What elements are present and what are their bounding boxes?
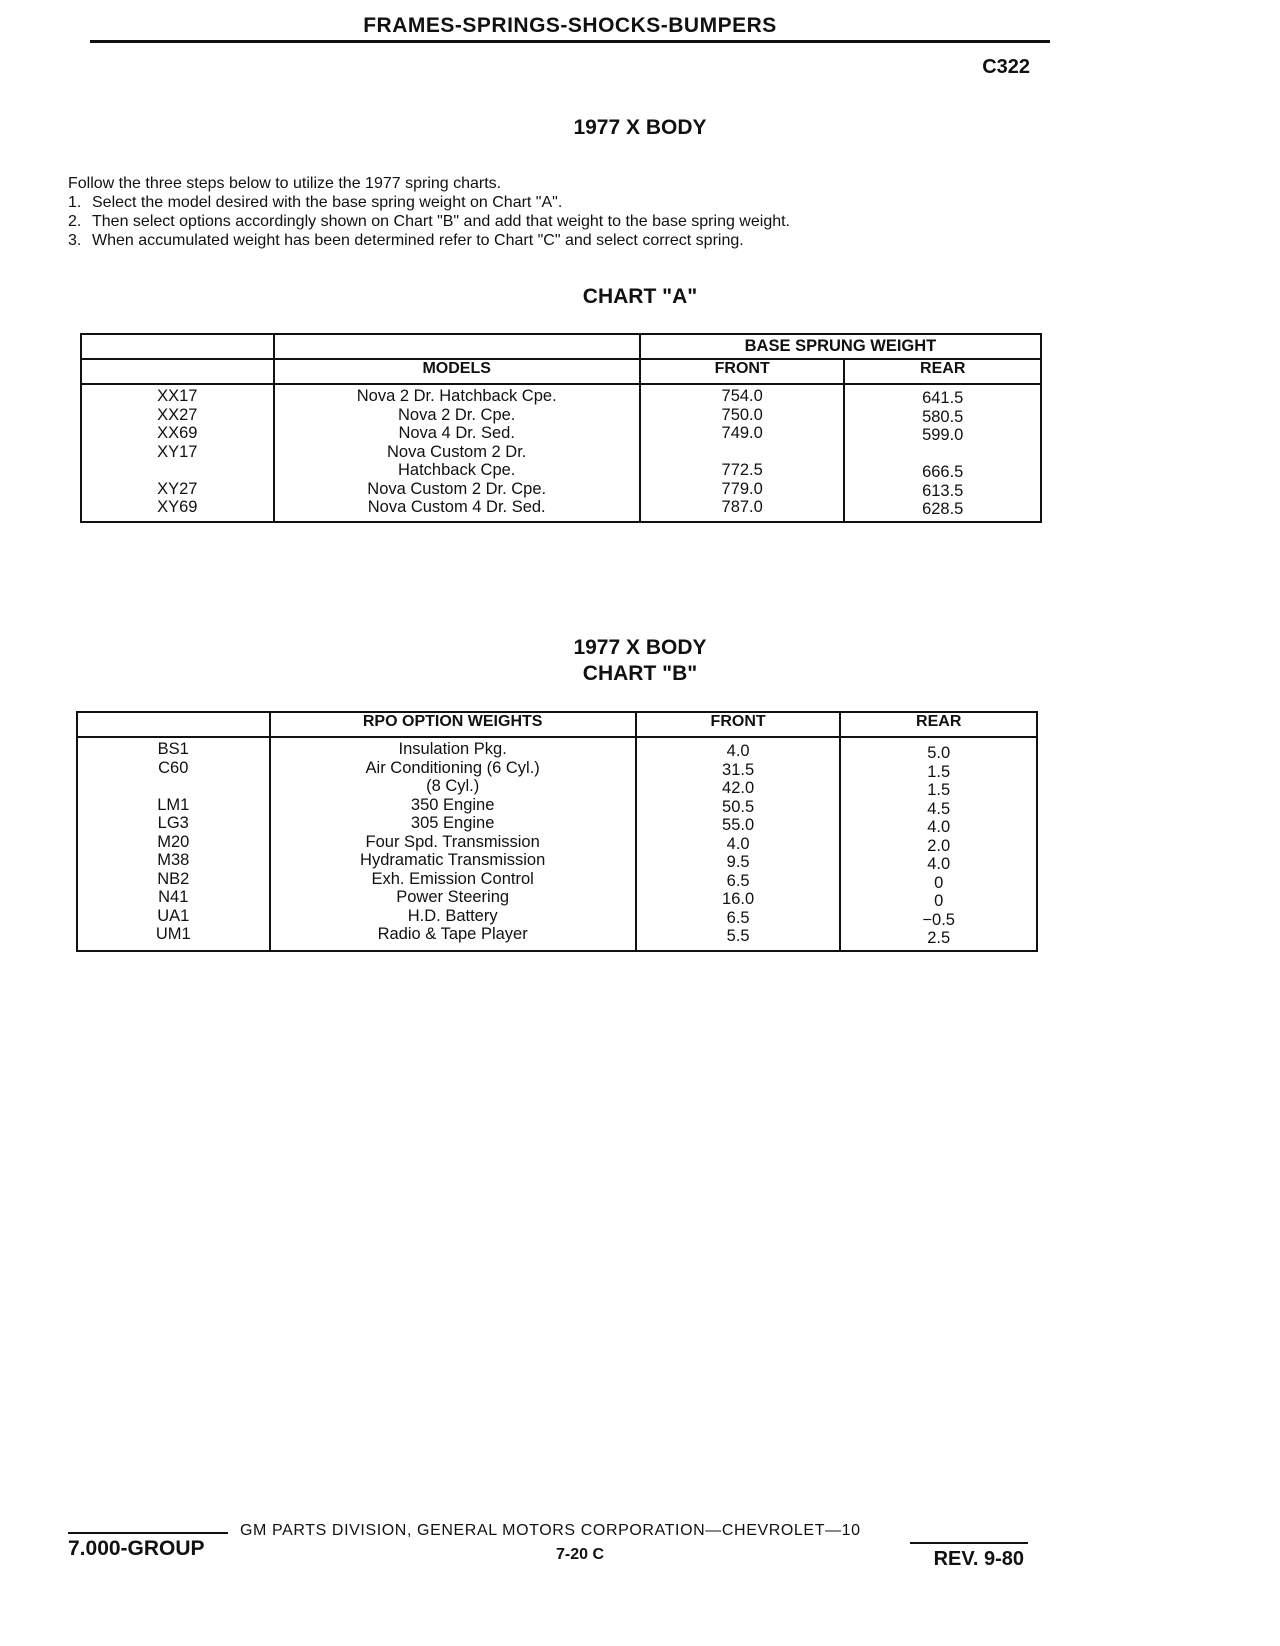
option-name: Hydramatic Transmission (360, 851, 546, 869)
rpo-code: M20 (157, 832, 190, 851)
step-item (68, 193, 790, 212)
rpo-code-column (77, 737, 270, 951)
page-number: 7-20 C (555, 1546, 605, 1563)
rear-weight: 0 (934, 873, 944, 892)
model-code: XY17 (157, 442, 198, 461)
front-weight: 6.5 (726, 908, 750, 927)
front-weight-column (636, 737, 841, 951)
option-name: 350 Engine (410, 795, 495, 814)
rear-weight: 2.0 (927, 836, 951, 855)
rear-weight: 628.5 (922, 500, 964, 518)
option-name: Radio & Tape Player (377, 925, 528, 943)
model-code: XX27 (157, 405, 198, 424)
option-name: 305 Engine (410, 814, 495, 832)
rpo-code: NB2 (157, 869, 190, 888)
front-header: FRONT (636, 712, 841, 737)
model-code (82, 461, 273, 480)
front-weight: 750.0 (721, 405, 763, 424)
rear-weight: 1.5 (927, 781, 951, 799)
models-header: MODELS (274, 359, 640, 384)
front-weight-column (640, 384, 845, 522)
front-weight (641, 443, 844, 462)
rear-weight: −0.5 (922, 910, 955, 929)
rear-weight-column (840, 737, 1037, 951)
chart-b-header-row (77, 712, 1037, 737)
option-name: H.D. Battery (407, 906, 498, 925)
front-weight: 55.0 (722, 816, 755, 834)
option-name: Exh. Emission Control (371, 869, 534, 888)
rpo-code: BS1 (157, 740, 189, 758)
option-name: Four Spd. Transmission (365, 832, 540, 851)
front-weight: 779.0 (721, 479, 763, 498)
option-name: (8 Cyl.) (426, 777, 480, 795)
step-text: Then select options accordingly shown on Chart "B" and add that weight to the base spring weight. (92, 213, 790, 230)
rear-weight: 4.0 (927, 818, 951, 836)
page-code: C322 (982, 56, 1030, 78)
front-header: FRONT (640, 359, 845, 384)
rear-weight: 641.5 (922, 389, 964, 407)
step-item (68, 212, 790, 231)
chart-b-body (77, 737, 1037, 951)
instructions (68, 174, 790, 250)
front-weight: 772.5 (721, 461, 763, 479)
rear-weight: 0 (934, 892, 944, 910)
revision-label: REV. 9-80 (933, 1548, 1024, 1570)
step-item (68, 231, 790, 250)
model-name-column (274, 384, 640, 522)
model-name: Nova Custom 2 Dr. Cpe. (367, 479, 547, 498)
model-code: XY69 (157, 498, 198, 516)
rpo-code: LG3 (157, 814, 189, 832)
group-label: 7.000-GROUP (68, 1537, 205, 1560)
publisher-line: GM PARTS DIVISION, GENERAL MOTORS CORPORATION—CHEVROLET—10 (240, 1522, 861, 1539)
front-weight: 749.0 (721, 424, 763, 442)
rear-weight: 5.0 (927, 744, 951, 762)
front-weight: 42.0 (722, 779, 755, 797)
front-weight: 5.5 (726, 927, 750, 945)
step-number: 3. (68, 232, 82, 249)
chart-a-body (81, 384, 1041, 522)
front-weight: 754.0 (721, 387, 763, 405)
steps-list (68, 193, 790, 250)
option-name: Insulation Pkg. (398, 740, 507, 758)
model-name: Nova 2 Dr. Cpe. (398, 405, 516, 424)
front-weight: 4.0 (726, 834, 750, 853)
rear-header: REAR (844, 359, 1041, 384)
chart-b-title-line1: 1977 X BODY (573, 636, 707, 659)
step-number: 1. (68, 194, 82, 211)
model-name: Nova 4 Dr. Sed. (398, 424, 515, 442)
step-text: When accumulated weight has been determined refer to Chart "C" and select correct spring. (92, 232, 744, 249)
rpo-code: N41 (158, 888, 189, 906)
option-name: Air Conditioning (6 Cyl.) (365, 758, 540, 777)
model-code: XX17 (157, 387, 198, 405)
rear-weight (845, 445, 1040, 464)
option-name-column (270, 737, 636, 951)
chart-b-title-line2: CHART "B" (582, 662, 698, 685)
rpo-code: UM1 (155, 925, 191, 943)
front-weight: 6.5 (726, 871, 750, 890)
header-rule (90, 40, 1050, 43)
model-name: Nova Custom 2 Dr. (387, 442, 527, 461)
step-text: Select the model desired with the base spring weight on Chart "A". (92, 194, 563, 211)
front-weight: 16.0 (722, 890, 755, 908)
rear-weight: 2.5 (927, 929, 951, 947)
front-weight: 9.5 (726, 853, 750, 871)
rear-weight: 666.5 (922, 463, 964, 481)
rear-weight: 613.5 (922, 481, 964, 500)
rpo-code: LM1 (157, 795, 190, 814)
running-head: FRAMES-SPRINGS-SHOCKS-BUMPERS (363, 14, 777, 37)
model-code: XX69 (157, 424, 198, 442)
step-number: 2. (68, 213, 82, 230)
base-sprung-weight-header: BASE SPRUNG WEIGHT (640, 334, 1041, 359)
rear-weight: 580.5 (922, 407, 964, 426)
model-code: XY27 (157, 479, 198, 498)
rpo-code (78, 777, 269, 796)
footer-rule-left (68, 1532, 228, 1534)
rpo-code: M38 (157, 851, 190, 869)
model-name: Nova Custom 4 Dr. Sed. (367, 498, 546, 516)
rear-weight-column (844, 384, 1041, 522)
model-name: Hatchback Cpe. (398, 461, 516, 479)
chart-a-title: CHART "A" (582, 285, 698, 308)
rear-weight: 4.5 (927, 799, 951, 818)
model-name: Nova 2 Dr. Hatchback Cpe. (356, 387, 557, 405)
rpo-code: C60 (158, 758, 189, 777)
rpo-option-weights-header: RPO OPTION WEIGHTS (270, 712, 636, 737)
chart-b-table (76, 711, 1038, 952)
front-weight: 787.0 (721, 498, 763, 516)
model-code-column (81, 384, 274, 522)
rpo-code: UA1 (157, 906, 190, 925)
chart-a-group-header-row (81, 334, 1041, 359)
intro-text: Follow the three steps below to utilize the 1977 spring charts. (68, 175, 502, 192)
rear-header: REAR (840, 712, 1037, 737)
rear-weight: 1.5 (927, 762, 951, 781)
chart-a-header-row (81, 359, 1041, 384)
rear-weight: 599.0 (922, 426, 964, 444)
front-weight: 4.0 (726, 742, 750, 760)
rear-weight: 4.0 (927, 855, 951, 873)
section-title: 1977 X BODY (573, 116, 707, 139)
option-name: Power Steering (396, 888, 510, 906)
front-weight: 31.5 (722, 760, 755, 779)
front-weight: 50.5 (722, 797, 755, 816)
chart-a-table (80, 333, 1042, 523)
footer-rule-right (910, 1542, 1028, 1544)
